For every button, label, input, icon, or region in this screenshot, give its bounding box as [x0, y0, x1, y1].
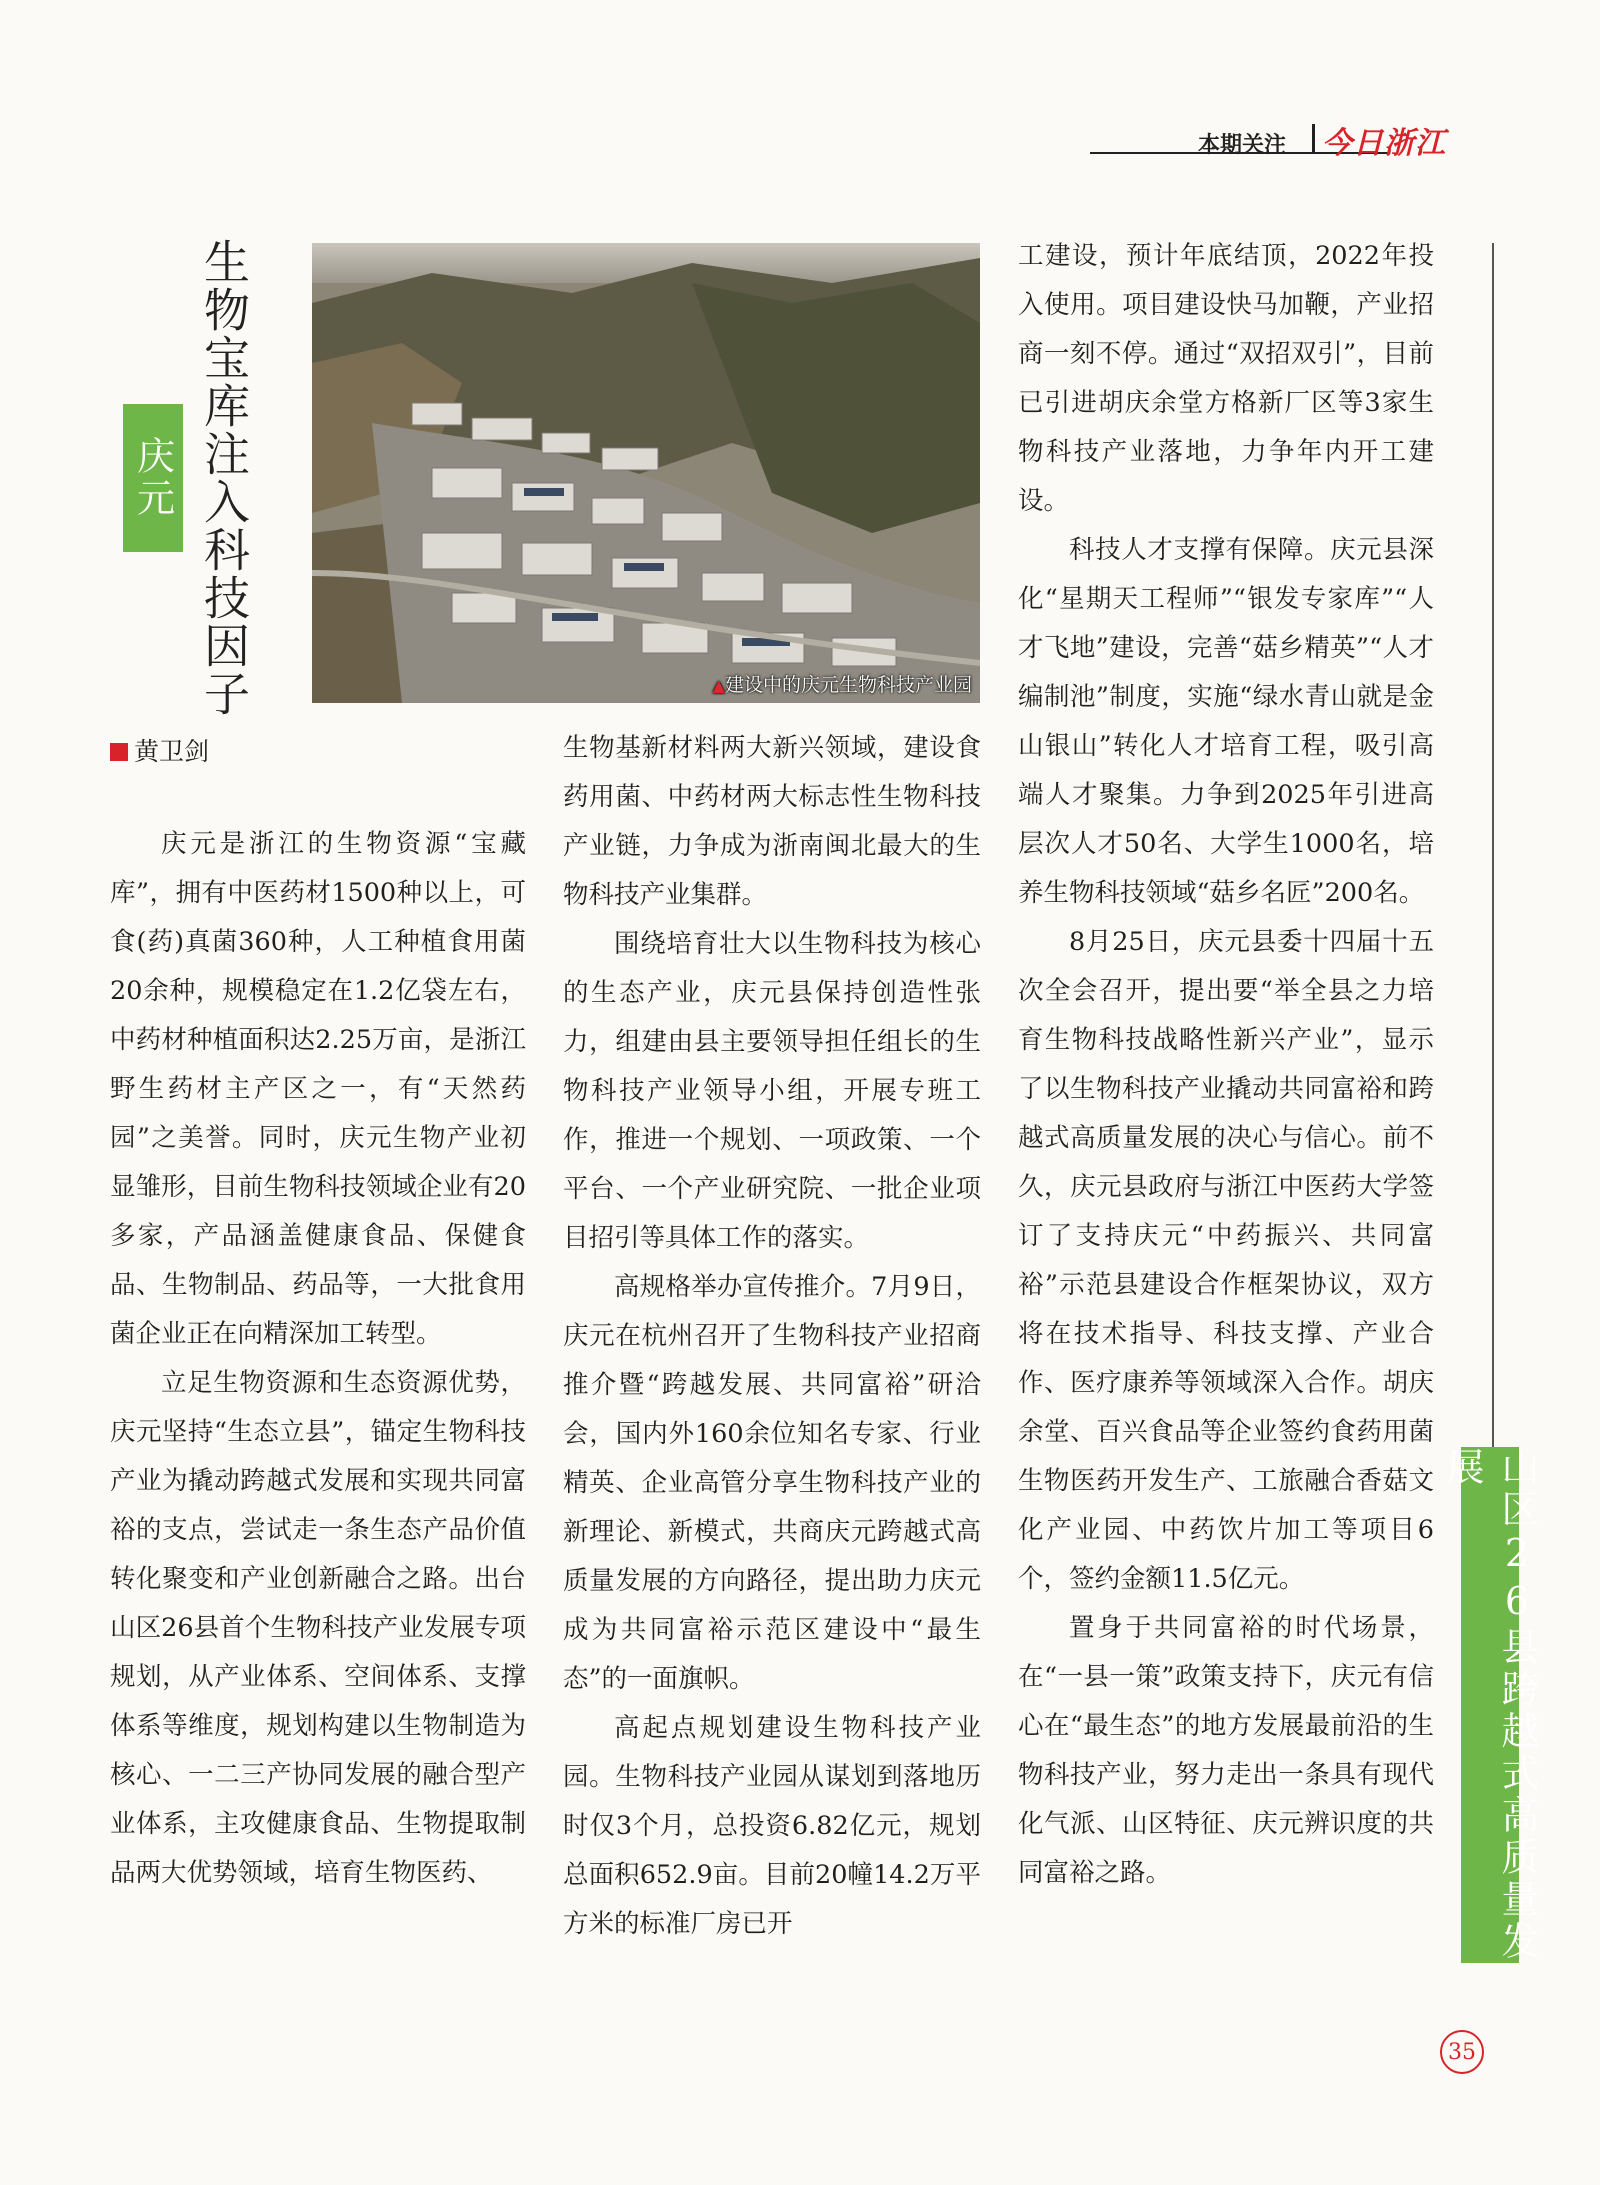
paragraph: 8月25日，庆元县委十四届十五次全会召开，提出要“举全县之力培育生物科技战略性新兴产业”，显示了以生物科技产业撬动共同富裕和跨越式高质量发展的决心与信心。前不久，庆元县政府与浙江中医药大学签订了支持庆元“中药振兴、共同富裕”示范县建设合作框架协议，双方将在技术指导、科技支撑、产业合作、医疗康养等领域深入合作。胡庆余堂、百兴食品等企业签约食药用菌生物医药开发生产、工旅融合香菇文化产业园、中药饮片加工等项目6个，签约金额11.5亿元。 — [1018, 927, 1434, 1594]
paragraph: 生物基新材料两大新兴领域，建设食药用菌、中药材两大标志性生物科技产业链，力争成为浙南闽北最大的生物科技产业集群。 — [563, 733, 981, 910]
paragraph: 围绕培育壮大以生物科技为核心的生态产业，庆元县保持创造性张力，组建由县主要领导担任组长的生物科技产业领导小组，开展专班工作，推进一个规划、一项政策、一个平台、一个产业研究院、一批企业项目招引等具体工作的落实。 — [563, 929, 981, 1253]
section-label: 本期关注 — [1198, 133, 1287, 158]
industrial-park-photo — [312, 243, 980, 703]
text-column-3 — [1018, 232, 1434, 1898]
page-number: 35 — [1440, 2030, 1484, 2074]
author-name: 黄卫剑 — [134, 737, 210, 766]
paragraph: 高起点规划建设生物科技产业园。生物科技产业园从谋划到落地历时仅3个月，总投资6.82亿元，规划总面积652.9亩。目前20幢14.2万平方米的标准厂房已开 — [563, 1713, 981, 1939]
header-divider — [1312, 124, 1315, 154]
series-band: 山区26县跨越式高质量发展 — [1440, 1447, 1539, 1963]
paragraph: 置身于共同富裕的时代场景，在“一县一策”政策支持下，庆元有信心在“最生态”的地方发展最前沿的生物科技产业，努力走出一条具有现代化气派、山区特征、庆元辨识度的共同富裕之路。 — [1018, 1613, 1434, 1888]
text-column-2 — [563, 724, 981, 1949]
right-margin-rule — [1492, 243, 1494, 1448]
paragraph: 工建设，预计年底结顶，2022年投入使用。项目建设快马加鞭，产业招商一刻不停。通过“双招双引”，目前已引进胡庆余堂方格新厂区等3家生物科技产业落地，力争年内开工建设。 — [1018, 241, 1434, 516]
caption-triangle-icon: ▲ — [712, 676, 725, 695]
brand-logo: 今日浙江 — [1322, 126, 1446, 161]
author-byline — [110, 732, 209, 768]
paragraph: 立足生物资源和生态资源优势，庆元坚持“生态立县”，锚定生物科技产业为撬动跨越式发展和实现共同富裕的支点，尝试走一条生态产品价值转化聚变和产业创新融合之路。出台山区26县首个生物科技产业发展专项规划，从产业体系、空间体系、支撑体系等维度，规划构建以生物制造为核心、一二三产协同发展的融合型产业体系，主攻健康食品、生物提取制品两大优势领域，培育生物医药、 — [110, 1368, 526, 1888]
photo-caption-text: 建设中的庆元生物科技产业园 — [724, 674, 972, 696]
text-column-1 — [110, 820, 526, 1898]
region-tag: 庆元 — [123, 404, 183, 552]
author-square-icon — [110, 743, 128, 761]
paragraph: 高规格举办宣传推介。7月9日，庆元在杭州召开了生物科技产业招商推介暨“跨越发展、共同富裕”研洽会，国内外160余位知名专家、行业精英、企业高管分享生物科技产业的新理论、新模式，共商庆元跨越式高质量发展的方向路径，提出助力庆元成为共同富裕示范区建设中“最生态”的一面旗帜。 — [563, 1272, 981, 1694]
aerial-photo-illustration — [312, 243, 980, 703]
paragraph: 科技人才支撑有保障。庆元县深化“星期天工程师”“银发专家库”“人才飞地”建设，完善“菇乡精英”“人才编制池”制度，实施“绿水青山就是金山银山”转化人才培育工程，吸引高端人才聚集。力争到2025年引进高层次人才50名、大学生1000名，培养生物科技领域“菇乡名匠”200名。 — [1018, 535, 1434, 908]
photo-caption — [713, 670, 972, 697]
paragraph: 庆元是浙江的生物资源“宝藏库”，拥有中医药材1500种以上，可食(药)真菌360种，人工种植食用菌20余种，规模稳定在1.2亿袋左右，中药材种植面积达2.25万亩，是浙江野生药材主产区之一，有“天然药园”之美誉。同时，庆元生物产业初显雏形，目前生物科技领域企业有20多家，产品涵盖健康食品、保健食品、生物制品、药品等，一大批食用菌企业正在向精深加工转型。 — [110, 829, 526, 1349]
article-title: 生物宝库注入科技因子 — [197, 238, 251, 718]
